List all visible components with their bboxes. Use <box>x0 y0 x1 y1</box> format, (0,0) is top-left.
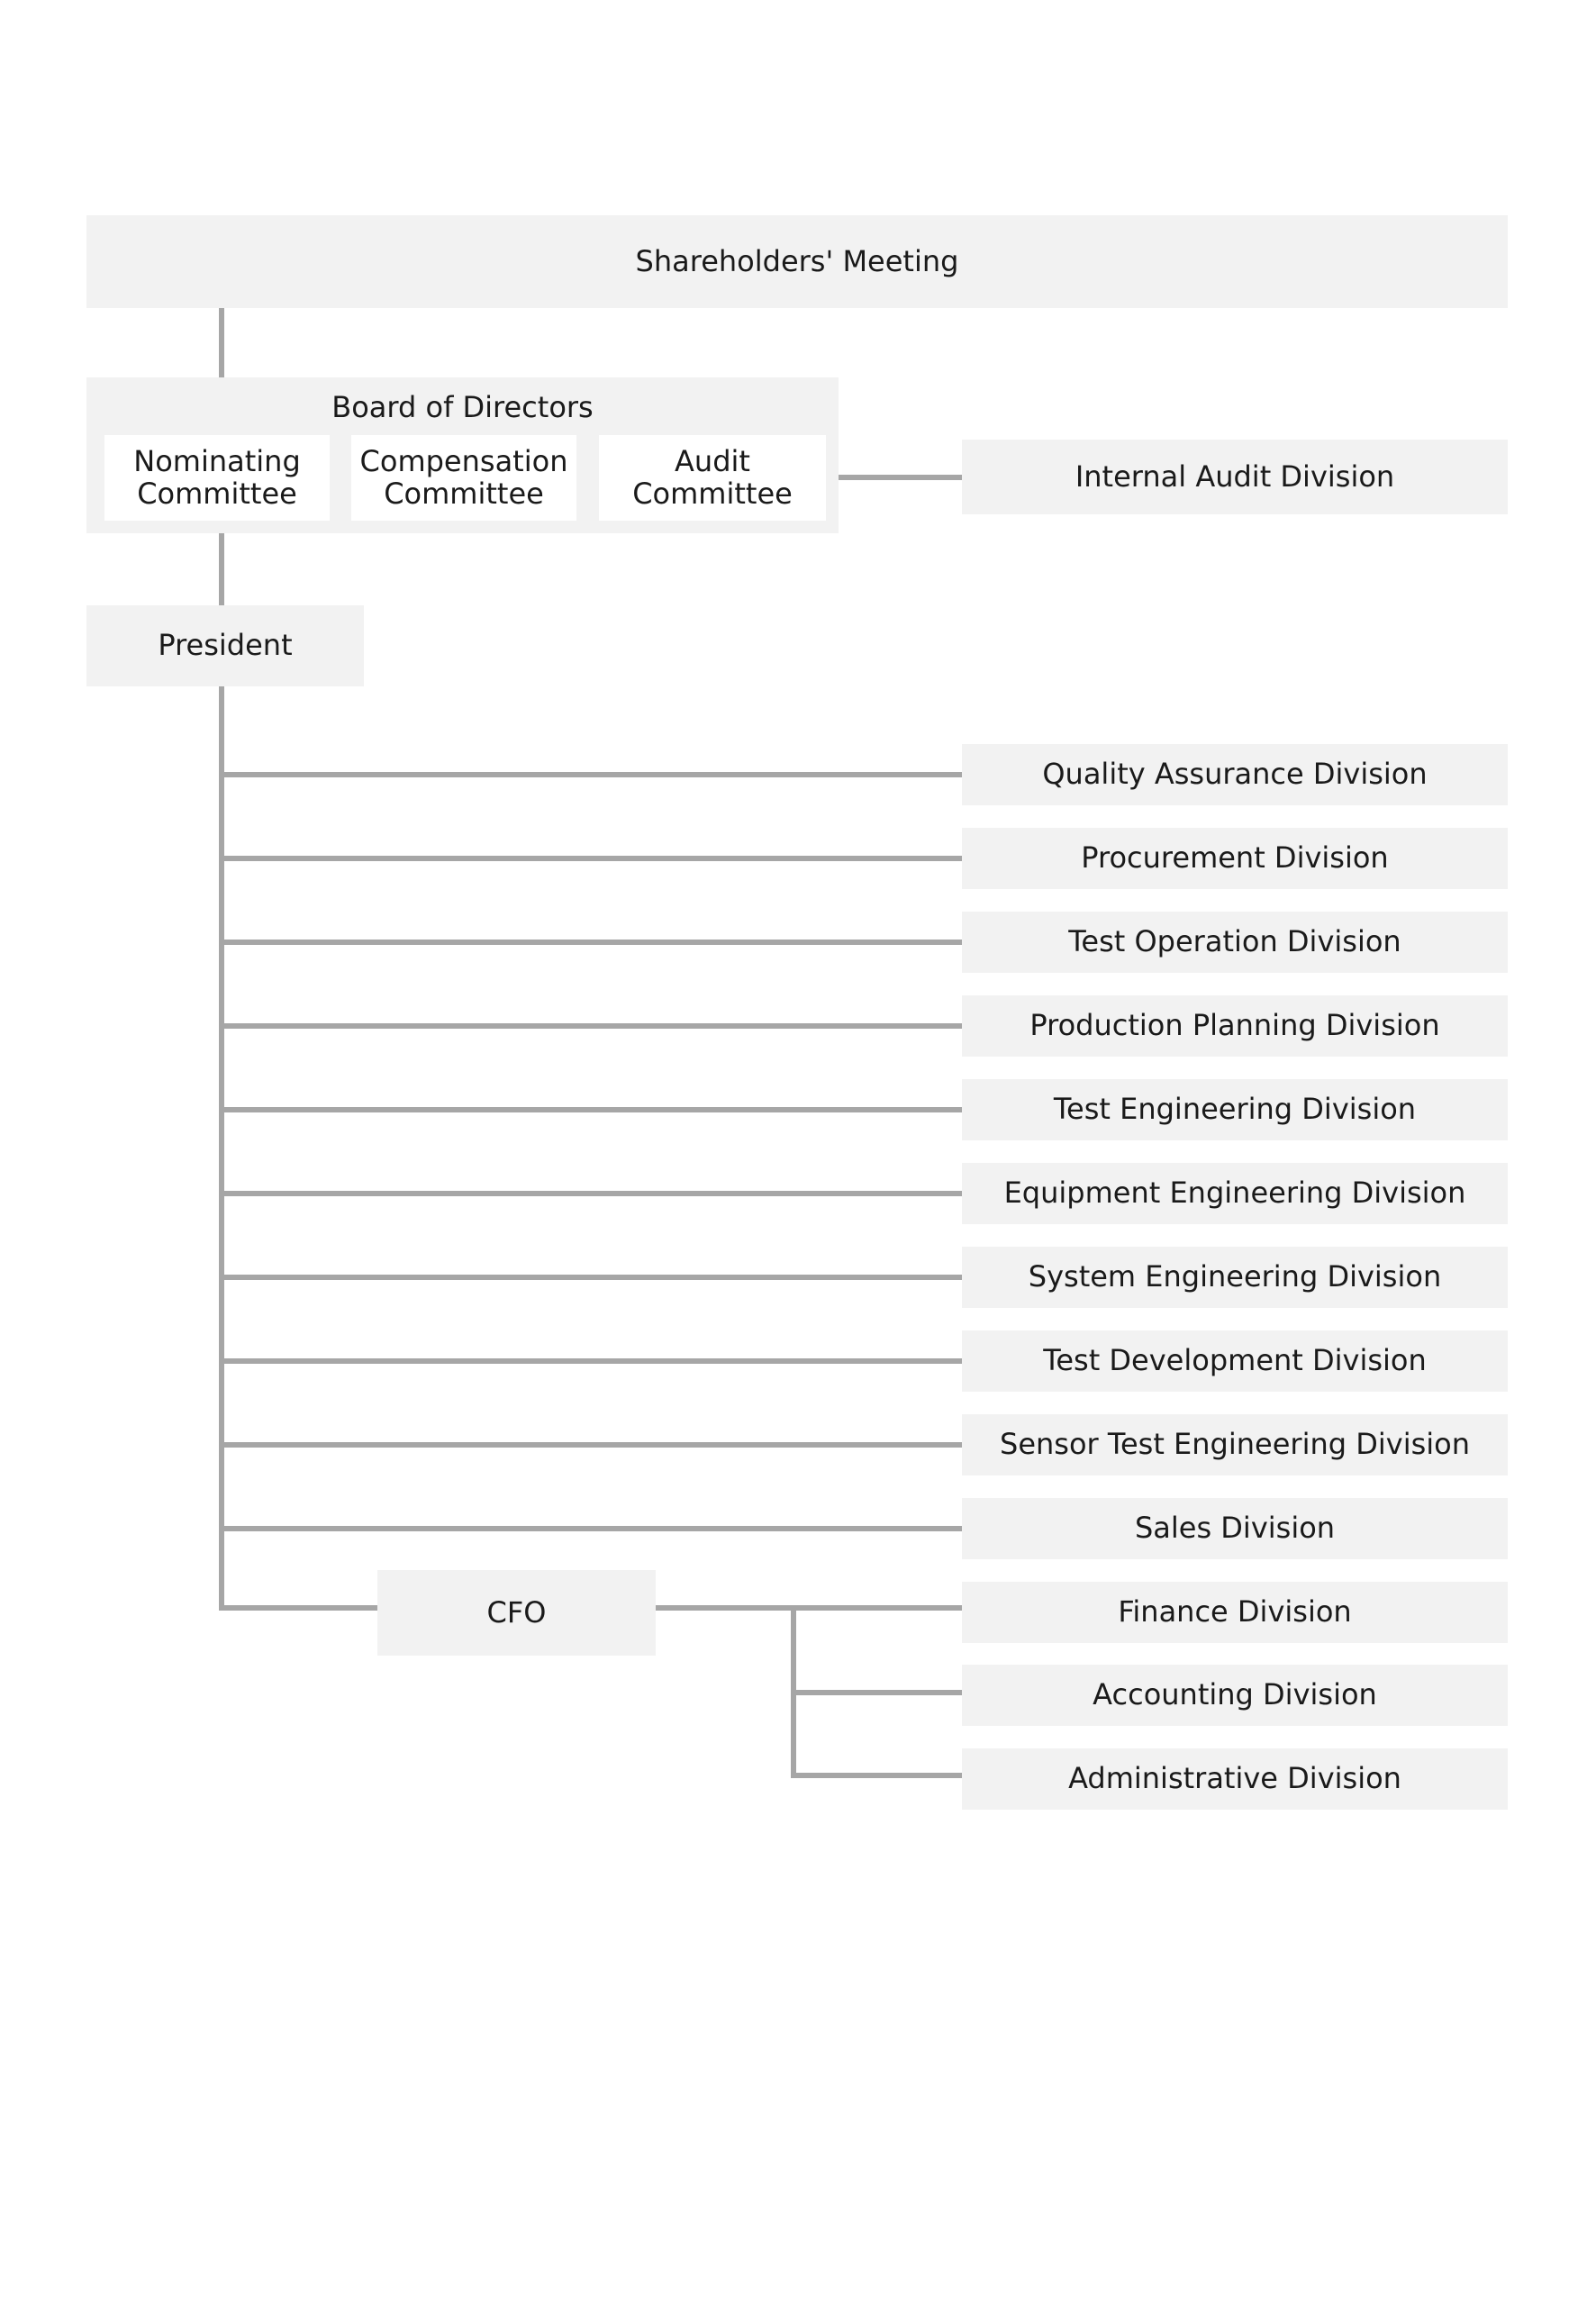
president-trunk-line <box>219 686 224 1611</box>
division-label: Quality Assurance Division <box>1042 757 1428 792</box>
cfo-division-box <box>962 1582 1508 1643</box>
connector-president-division <box>219 1023 962 1029</box>
nominating-committee-line1: Nominating <box>133 444 301 479</box>
division-box <box>962 995 1508 1057</box>
division-box <box>962 744 1508 805</box>
audit-committee-box <box>599 435 826 521</box>
division-label: Test Development Division <box>1043 1343 1427 1378</box>
connector-president-division <box>219 772 962 777</box>
connector-shareholders-board <box>219 308 224 377</box>
connector-president-division <box>219 1442 962 1448</box>
connector-president-cfo <box>219 1605 377 1611</box>
president-label: President <box>158 628 293 663</box>
board-of-directors-label: Board of Directors <box>331 390 594 424</box>
connector-audit-internal <box>827 475 962 480</box>
division-label: Equipment Engineering Division <box>1003 1176 1466 1211</box>
cfo-label: CFO <box>486 1594 547 1630</box>
division-label: System Engineering Division <box>1028 1259 1442 1294</box>
nominating-committee-box <box>104 435 330 521</box>
connector-president-division <box>219 940 962 945</box>
connector-cfo-accounting <box>791 1690 962 1695</box>
connector-president-division <box>219 1191 962 1196</box>
internal-audit-division-label: Internal Audit Division <box>1075 458 1395 494</box>
division-box <box>962 1330 1508 1392</box>
president-box <box>86 605 364 686</box>
cfo-division-box <box>962 1665 1508 1726</box>
nominating-committee-line2: Committee <box>137 476 297 511</box>
internal-audit-division-box <box>962 440 1508 514</box>
compensation-committee-line2: Committee <box>384 476 544 511</box>
division-box <box>962 1163 1508 1224</box>
connector-president-division <box>219 1107 962 1112</box>
compensation-committee-box <box>351 435 576 521</box>
division-box <box>962 1079 1508 1140</box>
cfo-division-label: Administrative Division <box>1068 1761 1401 1796</box>
connector-cfo-administrative <box>791 1773 962 1778</box>
cfo-division-label: Finance Division <box>1118 1594 1352 1630</box>
division-label: Production Planning Division <box>1029 1008 1440 1043</box>
division-box <box>962 1498 1508 1559</box>
division-box <box>962 1247 1508 1308</box>
division-label: Test Engineering Division <box>1053 1092 1417 1127</box>
division-label: Procurement Division <box>1081 840 1389 876</box>
cfo-box <box>377 1570 656 1656</box>
division-box <box>962 912 1508 973</box>
cfo-division-box <box>962 1748 1508 1810</box>
connector-president-division <box>219 1275 962 1280</box>
compensation-committee-line1: Compensation <box>359 444 568 479</box>
division-label: Test Operation Division <box>1068 924 1401 959</box>
board-of-directors-box <box>86 377 839 533</box>
connector-cfo-finance <box>656 1605 962 1611</box>
audit-committee-line2: Committee <box>632 476 793 511</box>
shareholders-meeting-label: Shareholders' Meeting <box>635 243 959 278</box>
division-box <box>962 828 1508 889</box>
connector-president-division <box>219 1358 962 1364</box>
connector-president-division <box>219 1526 962 1531</box>
cfo-division-label: Accounting Division <box>1093 1677 1377 1712</box>
connector-president-division <box>219 856 962 861</box>
division-label: Sensor Test Engineering Division <box>1000 1427 1470 1462</box>
connector-board-president <box>219 533 224 605</box>
audit-committee-line1: Audit <box>675 444 750 479</box>
shareholders-meeting-box <box>86 215 1508 308</box>
division-label: Sales Division <box>1134 1511 1336 1546</box>
division-box <box>962 1414 1508 1475</box>
